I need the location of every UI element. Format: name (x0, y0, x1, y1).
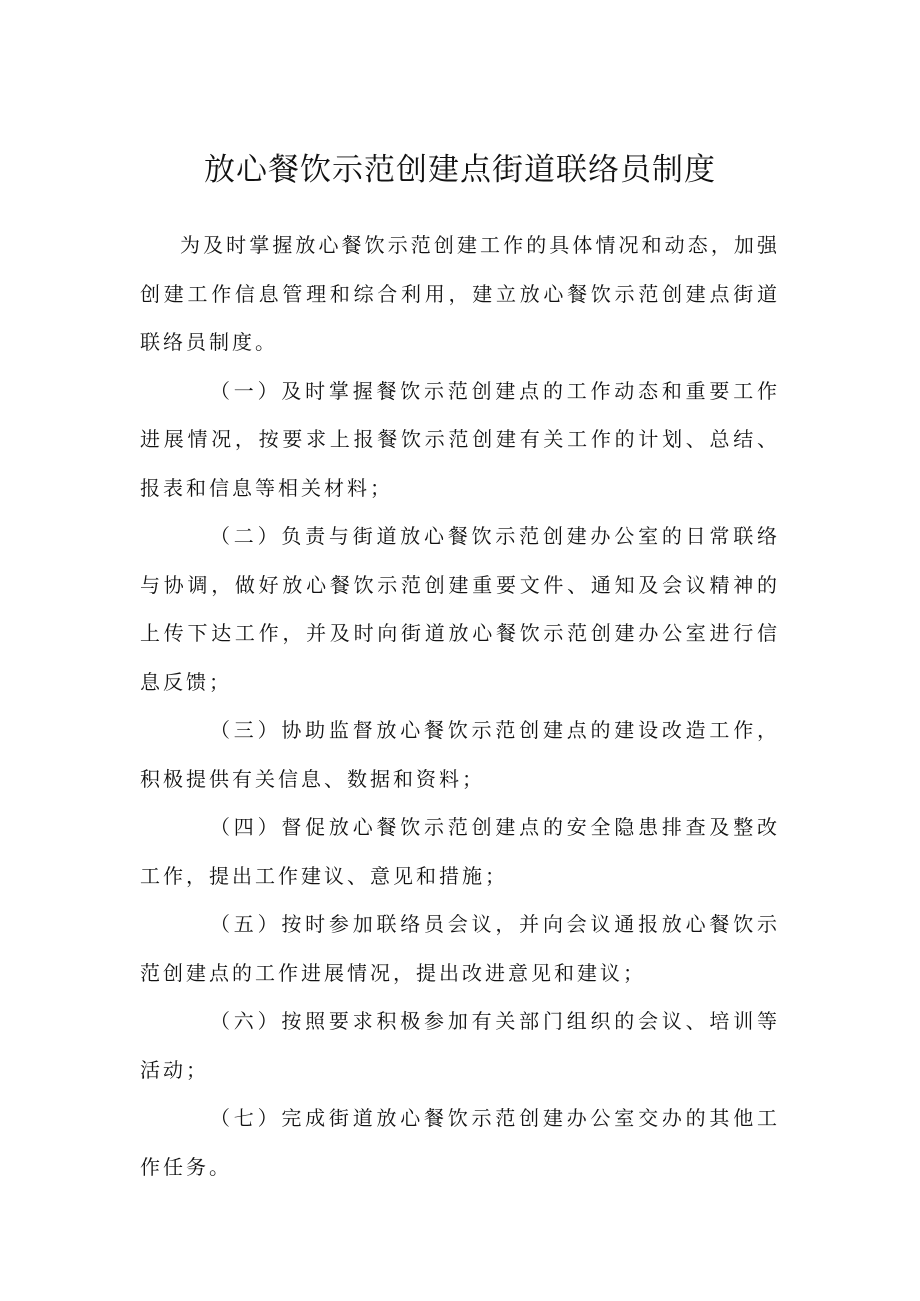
clause-5: （五）按时参加联络员会议，并向会议通报放心餐饮示范创建点的工作进展情况，提出改进意见和建议； (140, 912, 780, 985)
clause-7: （七）完成街道放心餐饮示范创建办公室交办的其他工作任务。 (140, 1106, 780, 1179)
clause-6: （六）按照要求积极参加有关部门组织的会议、培训等活动； (140, 1009, 780, 1082)
intro-paragraph: 为及时掌握放心餐饮示范创建工作的具体情况和动态，加强创建工作信息管理和综合利用，建立放心餐饮示范创建点街道联络员制度。 (140, 233, 780, 354)
clause-2: （二）负责与街道放心餐饮示范创建办公室的日常联络与协调，做好放心餐饮示范创建重要文件、通知及会议精神的上传下达工作，并及时向街道放心餐饮示范创建办公室进行信息反馈； (140, 524, 780, 694)
document-body (140, 221, 780, 1191)
clause-1: （一）及时掌握餐饮示范创建点的工作动态和重要工作进展情况，按要求上报餐饮示范创建有关工作的计划、总结、报表和信息等相关材料； (140, 378, 780, 500)
clause-4: （四）督促放心餐饮示范创建点的安全隐患排查及整改工作，提出工作建议、意见和措施； (140, 815, 780, 888)
clause-3: （三）协助监督放心餐饮示范创建点的建设改造工作，积极提供有关信息、数据和资料； (140, 718, 780, 791)
document-title: 放心餐饮示范创建点街道联络员制度 (204, 152, 716, 188)
